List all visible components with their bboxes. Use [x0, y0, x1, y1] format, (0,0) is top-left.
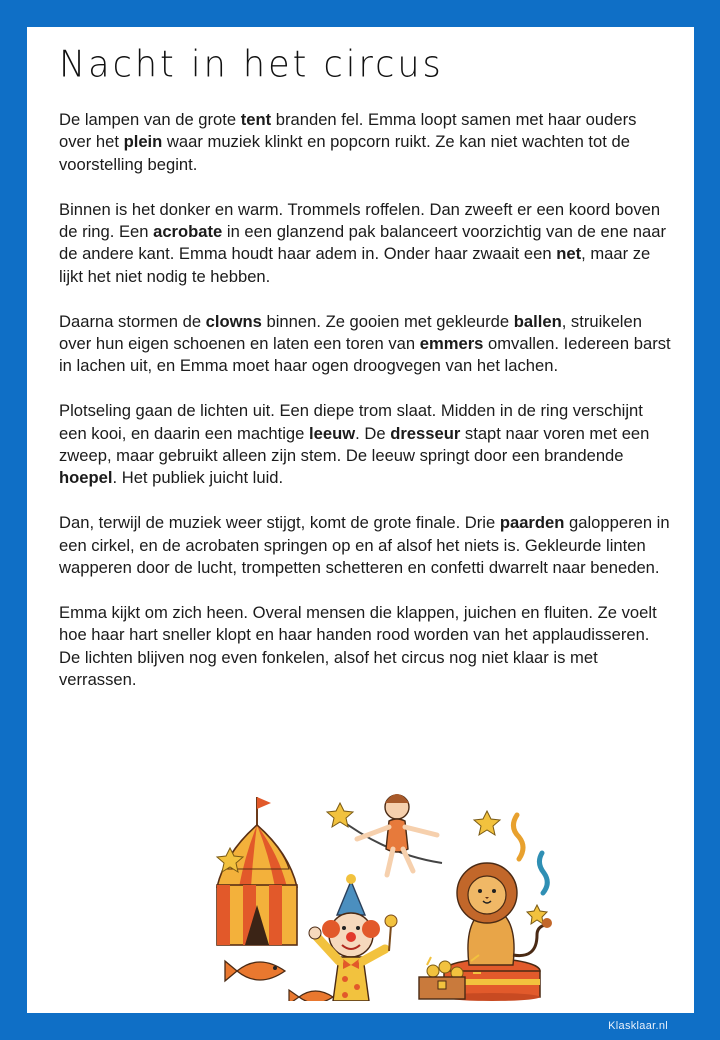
keyword: tent: [240, 110, 272, 129]
keyword: hoepel: [59, 468, 113, 488]
text-run: Dan, terwijl de muziek weer stijgt, komt de grote finale. Drie: [59, 513, 500, 533]
text-run: branden fel. Emma loopt samen met haar ouders over het: [59, 110, 637, 152]
keyword: paarden: [499, 513, 565, 533]
acrobat-icon: [357, 794, 437, 875]
text-run: . De: [355, 423, 391, 443]
text-run: Plotseling gaan de lichten uit. Een diepe trom slaat. Midden in de ring verschijnt een kooi, en daarin een machtige: [59, 401, 643, 443]
clown-icon: [309, 874, 397, 1001]
keyword: clowns: [205, 311, 262, 331]
text-run: De lampen van de grote: [59, 110, 241, 129]
circus-illustration: [187, 765, 557, 1001]
fish-icon: [225, 961, 333, 1001]
keyword: ballen: [513, 311, 562, 331]
story-text: [59, 109, 671, 714]
worksheet: [27, 27, 694, 1013]
text-run: , maar ze lijkt het niet nodig te hebben.: [59, 244, 651, 286]
keyword: emmers: [419, 334, 484, 354]
story-paragraph: [59, 311, 671, 378]
text-run: binnen. Ze gooien met gekleurde: [261, 311, 514, 331]
text-run: Daarna stormen de: [59, 311, 206, 331]
story-paragraph: [59, 400, 671, 490]
story-paragraph: [59, 602, 671, 692]
page-title: Nacht in het circus: [59, 44, 444, 86]
keyword: net: [556, 244, 582, 264]
text-run: galopperen in een cirkel, en de acrobaten springen op en af alsof het niets is. Gekleurde linten wapperen door de lucht, trompetten schetteren en confetti dwarrelt naar beneden.: [59, 513, 670, 578]
keyword: plein: [123, 132, 163, 152]
keyword: acrobate: [153, 222, 223, 242]
story-paragraph: [59, 512, 671, 579]
text-run: in een glanzend pak balanceert voorzichtig van de ene naar de andere kant. Emma houdt haar adem in. Onder haar zwaait een: [59, 222, 666, 264]
text-run: Binnen is het donker en warm. Trommels roffelen. Dan zweeft er een koord boven de ring. Een: [59, 199, 661, 242]
keyword: dresseur: [390, 423, 461, 443]
text-run: Emma kijkt om zich heen. Overal mensen die klappen, juichen en fluiten. Ze voelt hoe haar hart sneller klopt en haar handen rood worden van het applaudisseren. De lichten blijven nog even fonkelen, alsof het circus nog niet klaar is met verrassen.: [59, 602, 657, 690]
text-run: stapt naar voren met een zweep, maar gebruikt alleen zijn stem. De leeuw springt door een brandende: [59, 423, 650, 466]
circus-tent-icon: [217, 797, 297, 945]
text-run: omvallen. Iedereen barst in lachen uit, en Emma moet haar ogen droogvegen van het lachen.: [59, 334, 671, 376]
story-paragraph: [59, 199, 671, 289]
text-run: waar muziek klinkt en popcorn ruikt. Ze kan niet wachten tot de voorstelling begint.: [59, 132, 630, 174]
footer-brand: Klasklaar.nl: [608, 1020, 668, 1032]
keyword: leeuw: [309, 423, 356, 443]
text-run: , struikelen over hun eigen schoenen en laten een toren van: [59, 311, 642, 354]
story-paragraph: [59, 109, 671, 176]
text-run: . Het publiek juicht luid.: [112, 468, 284, 488]
